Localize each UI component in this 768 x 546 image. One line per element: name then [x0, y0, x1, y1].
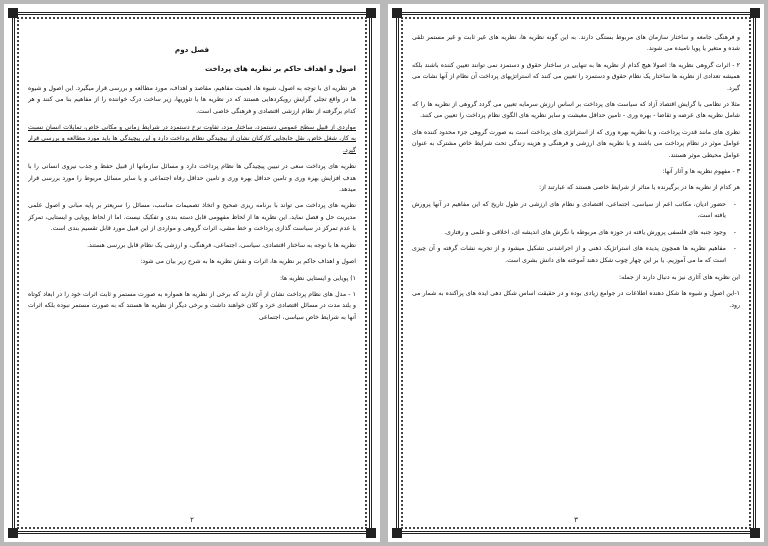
- left-page: [4, 4, 380, 542]
- corner-ornament: [8, 528, 18, 538]
- corner-ornament: [366, 8, 376, 18]
- subheading: ۳ - مفهوم نظریه ها و آثار آنها:: [662, 168, 740, 176]
- page-number: ۳: [574, 516, 578, 524]
- paragraph: ۱-این اصول و شیوه ها شکل دهنده اطلاعات در جوامع زیادی بوده و در حقیقت اساس شکل دهی ایده های پراکنده به شمار می رود.: [412, 290, 740, 309]
- chapter-title: فصل دوم: [174, 45, 210, 54]
- paragraph: این نظریه های آثاری نیز به دنبال دارند از جمله:: [618, 273, 740, 281]
- subheading: ۱) پویایی و ایستایی نظریه ها:: [279, 274, 356, 282]
- section-heading: اصول و اهداف حاکم بر نظریه های پرداخت: [204, 64, 356, 74]
- corner-ornament: [392, 528, 402, 538]
- paragraph: نظریه ها با توجه به ساختار اقتصادی، سیاسی، اجتماعی، فرهنگی، و ارزشی یک نظام قابل بررسی هستند.: [87, 241, 356, 249]
- paragraph: هر نظریه ای با توجه به اصول، شیوه ها، اهمیت مفاهیم، مقاصد و اهداف، مورد مطالعه و بررسی قرار میگیرد. این اصول و شیوه ها در واقع تجلی گرایش رویکردهایی هستند که در نظریه ها یا تئوریها، زیر ساخت درک خواننده را از مفاهیم بنا می کنند و هر کدام برگرفته از نظام ارزشی اقتصادی و فرهنگی خاصی است.: [28, 84, 356, 115]
- list-item: - حضور ادیان، مکاتب اعم از سیاسی، اجتماعی، اقتصادی و نظام های ارزشی در طول تاریخ که این مفاهیم در آنها پرورش یافته است.: [412, 199, 726, 222]
- corner-ornament: [8, 8, 18, 18]
- paragraph: اصول و اهداف حاکم بر نظریه ها، اثرات و نقش نظریه ها به شرح زیر بیان می شود:: [140, 258, 356, 266]
- corner-ornament: [750, 528, 760, 538]
- corner-ornament: [750, 8, 760, 18]
- list-item: - مفاهیم نظریه ها همچون پدیده های استراتژیک ذهنی و از اجراشدنی تشکیل میشود و از تجربه نشات گرفته و آن چیزی است که ما می آموزیم. یا بر این چهار چوب شکل دهند آموخته های دانش بشری است.: [412, 243, 726, 266]
- list-item: - وجود جنبه های فلسفی پرورش یافته در حوزه های مربوطه با نگرش های اندیشه ای، اخلاقی و علمی و رفتاری.: [412, 227, 726, 238]
- paragraph: نظریه های پرداخت می تواند با برنامه ریزی صحیح و اتخاذ تصمیمات مناسب، مسائل را سریعتر بر پایه مبانی و اصول علمی مدیریت حل و فصل نماید. این نظریه ها از لحاظ مفهومی قابل دسته بندی و تفکیک نیست. اما از لحاظ پویایی و ایستایی، تمرکز یا عدم تمرکز در سیاست گذاری پرداخت و خط مشی، اثرات گروهی و مواردی از این قبیل مورد قابل تقسیم بندی است.: [28, 202, 356, 233]
- paragraph: نظری های مانند قدرت پرداخت، و یا نظریه بهره وری که از استراتژی های پرداخت است به صورت گروهی جزء محدود کننده های عوامل موثر در نظام پرداخت می باشند و یا نظریه های ارزشی و فرهنگی و هزینه زندگی تحت شرایط خاص مشترک به عنوان عوامل محیطی موثر هستند.: [412, 128, 740, 159]
- right-page-content: [412, 32, 740, 520]
- paragraph: هر کدام از نظریه ها در برگیرنده یا متاثر از شرایط خاصی هستند که عبارتند از:: [539, 184, 740, 192]
- paragraph: ۱ - مدل های نظام پرداخت نشان از آن دارند که برخی از نظریه ها همواره به صورت مستمر و ثابت اثرات خود را در ابعاد کوتاه و بلند مدت در مسائل اقتصادی خرد و کلان خواهند داشت و برخی دیگر از نظریه ها هستند که به صورت مستمر نبوده بلکه اثرات آنها به شرایط خاص سیاسی، اجتماعی: [28, 290, 356, 321]
- paragraph: نظریه های پرداخت سعی در تبیین پیچیدگی ها نظام پرداخت دارد و مسائل سازمانها از قبیل حفظ و جذب نیروی انسانی را با هدف افزایش بهره وری و تامین حداقل بهره وری و تامین حداقل رفاه اجتماعی و یا سایر مسائل مربوط را مورد بررسی قرار میدهد.: [28, 163, 356, 194]
- corner-ornament: [392, 8, 402, 18]
- left-page-content: [28, 44, 356, 520]
- paragraph: مواردی از قبیل سطح عمومی دستمزد، ساختار مزد، تفاوت نرخ دستمزد در شرایط زمانی و مکانی خاص، تمایلات انسان نسبت به کار، شغل خاص، نقل جابجایی کارکنان نشان از پیچیدگی نظام پرداخت دارد و این پیچیدگی ها باید مورد مطالعه و بررسی قرار گیرد.: [28, 124, 356, 154]
- page-number: ۲: [190, 516, 194, 524]
- corner-ornament: [366, 528, 376, 538]
- paragraph: مثلا در نظامی با گرایش اقتصاد آزاد که سیاست های پرداخت بر اساس ارزش سرمایه تعیین می گردد گروهی از نظریه ها را که شامل نظریه های عرضه و تقاضا - بهره وری - تامین حداقل معیشت و سایر نظریه های الگوی نظام پرداخت را تعیین می کنند.: [412, 101, 740, 120]
- paragraph: ۲ - اثرات گروهی نظریه ها: اصولا هیچ کدام از نظریه ها به تنهایی در ساختار حقوق و دستمزد نمی توانند تعیین کننده باشند بلکه همیشه تعدادی از نظریه ها ساختار یک نظام حقوق و دستمزد را تعیین می کنند که استراتژیهای پرداخت آن نظام از آنها نشات می گیرد.: [412, 61, 740, 92]
- bullet-list: [412, 199, 740, 266]
- paragraph: و فرهنگی جامعه و ساختار سازمان های مربوط بستگی دارند. به این گونه نظریه ها، نظریه های غیر ثابت و غیر مستمر تلقی شده و متغیر یا پویا نامیده می شوند.: [412, 34, 740, 53]
- right-page: [388, 4, 764, 542]
